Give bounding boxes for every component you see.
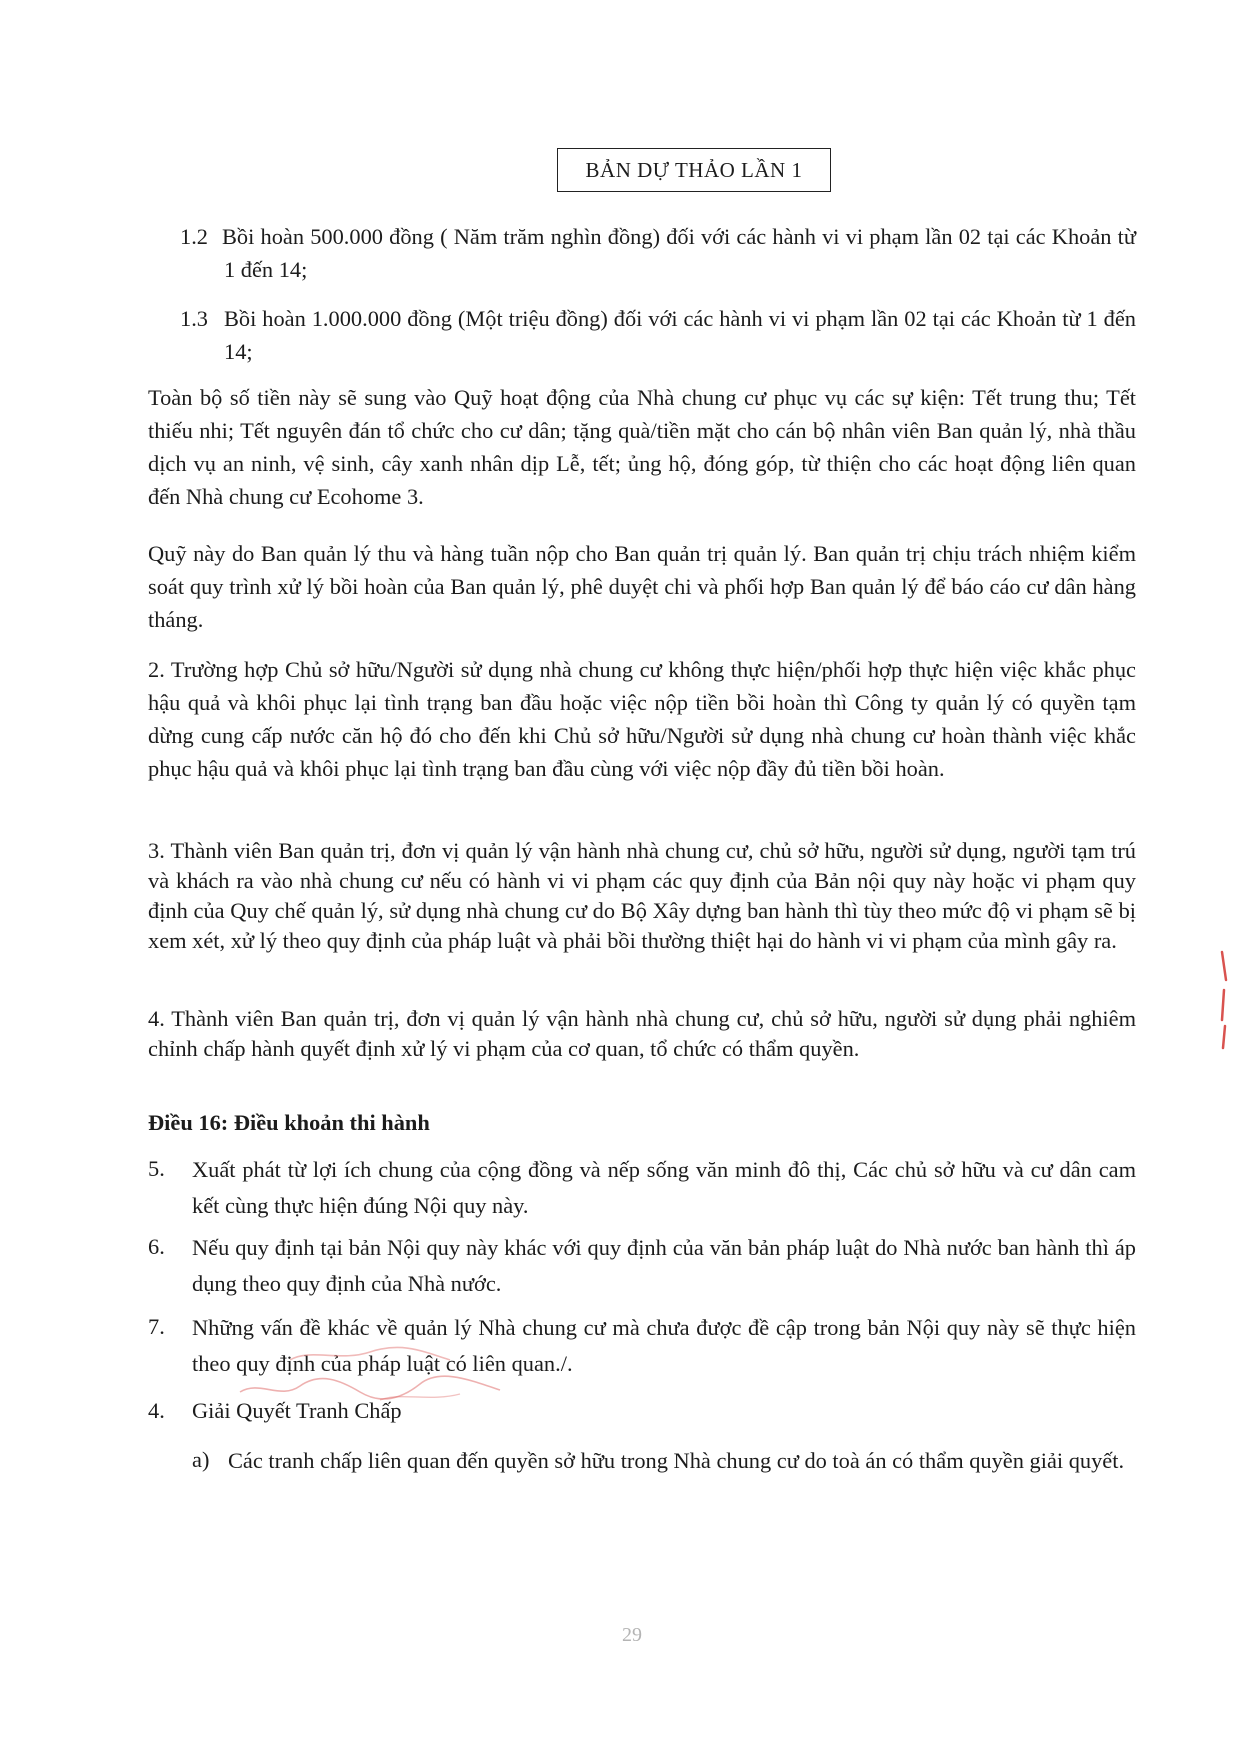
- draft-label: BẢN DỰ THẢO LẦN 1: [585, 157, 803, 182]
- item-number: 6.: [148, 1234, 165, 1259]
- draft-label-box: [557, 148, 831, 192]
- item-number: 1.2: [180, 224, 208, 249]
- item-number: 4.: [148, 1398, 165, 1423]
- item-text: Những vấn đề khác về quản lý Nhà chung cư mà chưa được đề cập trong bản Nội quy này sẽ thực hiện theo quy định của pháp luật có liên quan./.: [192, 1315, 1136, 1376]
- list-item: [180, 220, 1136, 286]
- list-item: [148, 1152, 1136, 1222]
- paragraph: 4. Thành viên Ban quản trị, đơn vị quản lý vận hành nhà chung cư, chủ sở hữu, người sử dụng phải nghiêm chỉnh chấp hành quyết định xử lý vi phạm của cơ quan, tổ chức có thẩm quyền.: [148, 1006, 1136, 1061]
- list-item: [148, 1310, 1136, 1380]
- paragraph: Quỹ này do Ban quản lý thu và hàng tuần nộp cho Ban quản trị quản lý. Ban quản trị chịu trách nhiệm kiểm soát quy trình xử lý bồi hoàn của Ban quản lý, phê duyệt chi và phối hợp Ban quản lý để báo cáo cư dân hàng tháng.: [148, 541, 1136, 632]
- list-item: [180, 302, 1136, 368]
- paragraph: Toàn bộ số tiền này sẽ sung vào Quỹ hoạt động của Nhà chung cư phục vụ các sự kiện: Tết trung thu; Tết thiếu nhi; Tết nguyên đán tổ chức cho cư dân; tặng quà/tiền mặt cho cán bộ nhân viên Ban quản lý, nhà thầu dịch vụ an ninh, vệ sinh, cây xanh nhân dịp Lễ, tết; ủng hộ, đóng góp, từ thiện cho các hoạt động liên quan đến Nhà chung cư Ecohome 3.: [148, 385, 1136, 509]
- item-text: Các tranh chấp liên quan đến quyền sở hữu trong Nhà chung cư do toà án có thẩm quyền giải quyết.: [228, 1448, 1125, 1473]
- sub-list-item: [192, 1443, 1136, 1515]
- item-text: Giải Quyết Tranh Chấp: [192, 1398, 402, 1423]
- edge-mark: [1218, 950, 1230, 1050]
- item-text: Xuất phát từ lợi ích chung của cộng đồng và nếp sống văn minh đô thị, Các chủ sở hữu và cư dân cam kết cùng thực hiện đúng Nội quy này.: [192, 1157, 1136, 1218]
- item-text: Bồi hoàn 500.000 đồng ( Năm trăm nghìn đồng) đối với các hành vi vi phạm lần 02 tại các Khoản từ 1 đến 14;: [222, 224, 1136, 282]
- article-heading: Điều 16: Điều khoản thi hành: [148, 1110, 430, 1135]
- paragraph: 2. Trường hợp Chủ sở hữu/Người sử dụng nhà chung cư không thực hiện/phối hợp thực hiện việc khắc phục hậu quả và khôi phục lại tình trạng ban đầu hoặc việc nộp tiền bồi hoàn thì Công ty quản lý có quyền tạm dừng cung cấp nước căn hộ đó cho đến khi Chủ sở hữu/Người sử dụng nhà chung cư hoàn thành việc khắc phục hậu quả và khôi phục lại tình trạng ban đầu cùng với việc nộp đầy đủ tiền bồi hoàn.: [148, 657, 1136, 781]
- item-number: 7.: [148, 1314, 165, 1339]
- list-item: [148, 1230, 1136, 1300]
- item-text: Bồi hoàn 1.000.000 đồng (Một triệu đồng) đối với các hành vi vi phạm lần 02 tại các Khoản từ 1 đến 14;: [224, 306, 1136, 364]
- paragraph: 3. Thành viên Ban quản trị, đơn vị quản lý vận hành nhà chung cư, chủ sở hữu, người sử dụng, người tạm trú và khách ra vào nhà chung cư nếu có hành vi vi phạm các quy định của Bản nội quy này hoặc vi phạm quy định của Quy chế quản lý, sử dụng nhà chung cư do Bộ Xây dựng ban hành thì tùy theo mức độ vi phạm sẽ bị xem xét, xử lý theo quy định của pháp luật và phải bồi thường thiệt hại do hành vi vi phạm của mình gây ra.: [148, 838, 1136, 953]
- item-number: a): [192, 1447, 210, 1472]
- item-text: Nếu quy định tại bản Nội quy này khác với quy định của văn bản pháp luật do Nhà nước ban hành thì áp dụng theo quy định của Nhà nước.: [192, 1235, 1136, 1296]
- list-item: [148, 1394, 1136, 1430]
- item-number: 5.: [148, 1156, 165, 1181]
- page-number: 29: [622, 1624, 642, 1646]
- item-number: 1.3: [180, 306, 208, 331]
